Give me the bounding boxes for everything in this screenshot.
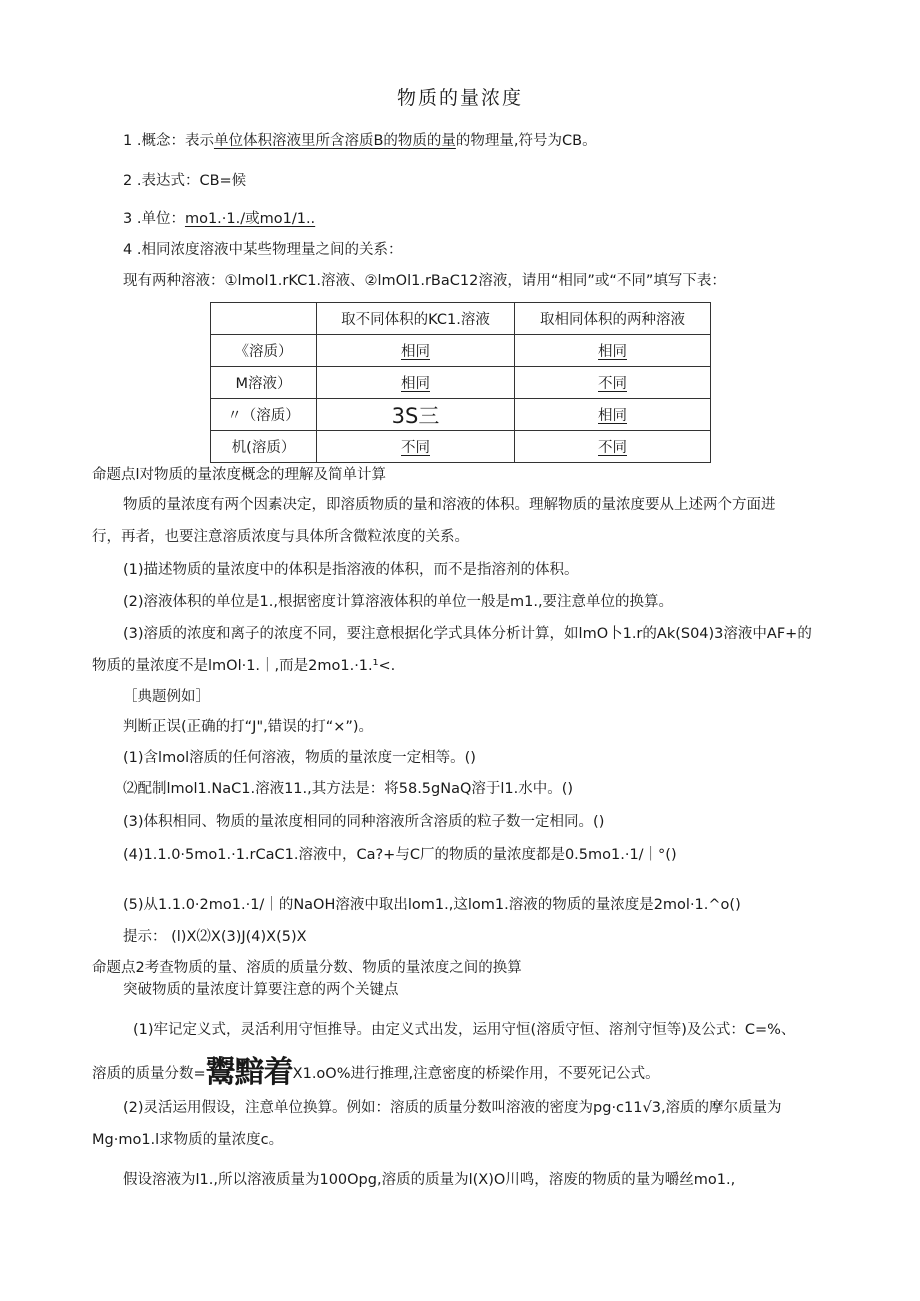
formula-garbled: 鬻黯着 [205, 1055, 293, 1090]
table-cell: 3S三 [391, 403, 440, 428]
table-row-label: M溶液） [211, 367, 317, 399]
question-3: (3)体积相同、物质的量浓度相同的同种溶液所含溶质的粒子数一定相同。() [123, 814, 605, 830]
table-cell: 相同 [598, 408, 627, 424]
assumption-line: 假设溶液为l1.,所以溶液质量为100Opg,溶质的质量为l(X)O川鸣，溶废的物质的量为嚼丝mo1., [123, 1172, 736, 1188]
note-1: (1)描述物质的量浓度中的体积是指溶液的体积，而不是指溶剂的体积。 [123, 562, 579, 578]
table-row [211, 399, 711, 431]
item-3 [123, 209, 315, 229]
table-row-label: 〃（溶质） [211, 399, 317, 431]
section-1-heading: 命题点l对物质的量浓度概念的理解及简单计算 [92, 467, 387, 483]
table-cell: 相同 [401, 344, 430, 360]
table-cell: 不同 [401, 440, 430, 456]
section-2-subheading: 突破物质的量浓度计算要注意的两个关键点 [123, 982, 399, 998]
table-cell: 相同 [401, 376, 430, 392]
section-2-heading: 命题点2考查物质的量、溶质的质量分数、物质的量浓度之间的换算 [92, 960, 522, 976]
table-header-cell: 取不同体积的KC1.溶液 [317, 303, 515, 335]
item-1-prefix: 1 .概念：表示 [123, 133, 214, 149]
item-2: 2 .表达式：CB=候 [123, 173, 247, 189]
section-1-paragraph-line-1: 物质的量浓度有两个因素决定，即溶质物质的量和溶液的体积。理解物质的量浓度要从上述两个方面进 [123, 497, 776, 513]
table-header-cell [211, 303, 317, 335]
question-1: (1)含lmol溶质的任何溶液，物质的量浓度一定相等。() [123, 750, 476, 766]
item-1 [123, 131, 597, 151]
table-row-label: 《溶质） [211, 335, 317, 367]
example-label: ［典题例如］ [123, 689, 210, 705]
item-1-underlined: 单位体积溶液里所含溶质B的物质的量 [213, 133, 456, 149]
table-cell: 不同 [598, 440, 627, 456]
table-row-label: 机(溶质） [211, 431, 317, 463]
item-3-unit: mo1.·1./或mo1/1.. [184, 211, 316, 227]
item-1-suffix: 的物理量,符号为CB。 [455, 133, 597, 149]
intro-text: 现有两种溶液：①lmol1.rKC1.溶液、②lmOl1.rBaC12溶液，请用“相同”或“不同”填写下表： [123, 273, 726, 289]
key-point-2-line-2: Mg·mo1.l求物质的量浓度c。 [92, 1132, 284, 1148]
table-cell: 不同 [598, 376, 627, 392]
item-3-prefix: 3 .单位： [123, 211, 185, 227]
table-row [211, 367, 711, 399]
question-4: (4)1.1.0·5mo1.·1.rCaC1.溶液中，Ca?+与C厂的物质的量浓度都是0.5mo1.·1/｜°() [123, 847, 677, 863]
hint-answers: 提示： (l)X⑵X(3)J(4)X(5)X [123, 929, 307, 945]
key-point-1-line-1: (1)牢记定义式，灵活利用守恒推导。由定义式出发，运用守恒(溶质守恒、溶剂守恒等)及公式：C=%、 [133, 1022, 796, 1038]
comparison-table [210, 302, 711, 463]
key-point-1-line-2 [92, 1055, 660, 1090]
table-cell: 相同 [598, 344, 627, 360]
table-row [211, 431, 711, 463]
table-row [211, 335, 711, 367]
table-header-row [211, 303, 711, 335]
question-5: (5)从1.1.0·2mo1.·1/｜的NaOH溶液中取出lom1.,这lom1.溶液的物质的量浓度是2mol·1.^o() [123, 897, 741, 913]
item-4: 4 .相同浓度溶液中某些物理量之间的关系： [123, 242, 403, 258]
judge-instruction: 判断正误(正确的打“J",错误的打“×”)。 [123, 719, 374, 735]
note-3-line-2: 物质的量浓度不是lmOl·1.｜,而是2mo1.·1.¹<. [92, 658, 396, 674]
table-header-cell: 取相同体积的两种溶液 [515, 303, 711, 335]
key-point-2-line-1: (2)灵活运用假设，注意单位换算。例如：溶质的质量分数叫溶液的密度为pg·c11√3,溶质的摩尔质量为 [123, 1100, 782, 1116]
note-3-line-1: (3)溶质的浓度和离子的浓度不同，要注意根据化学式具体分析计算，如lmO卜1.r的Ak(S04)3溶液中AF+的 [123, 626, 812, 642]
section-1-paragraph-line-2: 行，再者，也要注意溶质浓度与具体所含微粒浓度的关系。 [92, 529, 469, 545]
note-2: (2)溶液体积的单位是1.,根据密度计算溶液体积的单位一般是m1.,要注意单位的换算。 [123, 594, 674, 610]
page-title: 物质的量浓度 [396, 87, 523, 109]
question-2: ⑵配制lmol1.NaC1.溶液11.,其方法是：将58.5gNaQ溶于l1.水中。() [123, 781, 574, 797]
mass-fraction-label: 溶质的质量分数= [92, 1066, 206, 1082]
key-point-1-suffix: X1.oO%进行推理,注意密度的桥梁作用，不要死记公式。 [292, 1066, 660, 1082]
